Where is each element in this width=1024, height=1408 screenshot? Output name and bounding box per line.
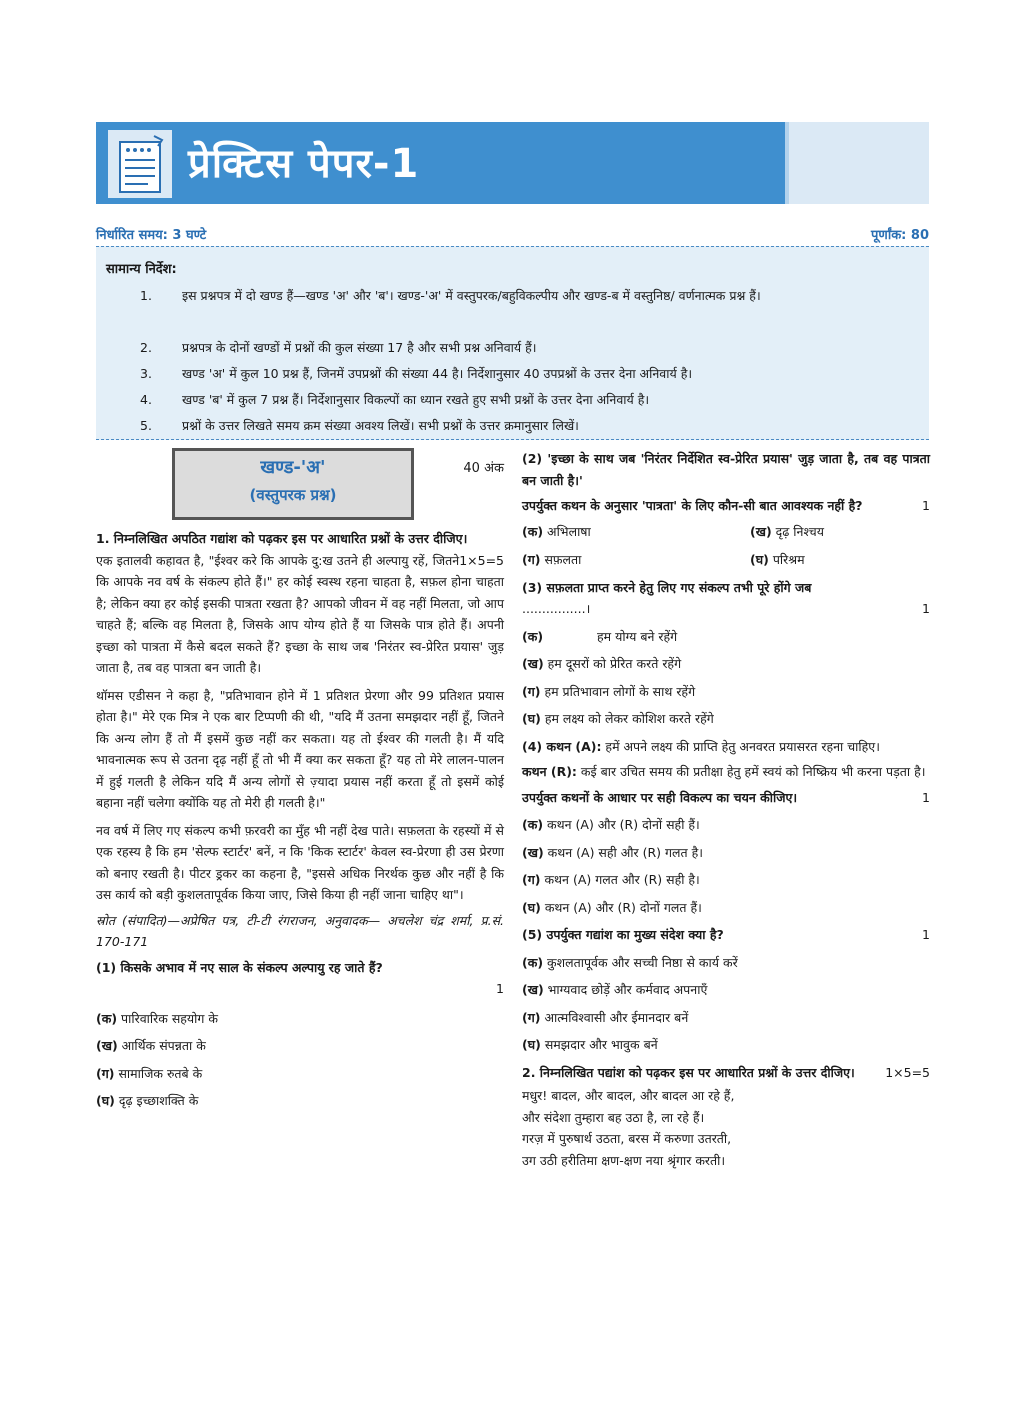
option-text: सफ़लता	[544, 551, 582, 567]
q1-sub5-question-text: (5) उपर्युक्त गद्यांश का मुख्य संदेश क्या है?	[522, 927, 724, 942]
option-text: दृढ़ निश्चय	[775, 523, 824, 539]
option	[522, 549, 581, 571]
poem-line: गरज़ में पुरुषार्थ उठता, बरस में करुणा उतरती,	[522, 1131, 732, 1146]
instructions-box	[96, 246, 929, 440]
left-column	[96, 448, 504, 1118]
notepad-icon	[108, 130, 172, 198]
banner-light-block	[789, 122, 929, 204]
q1-sub2-statement: (2) 'इच्छा के साथ जब 'निरंतर निर्देशित स्व-प्रेरित प्रयास' जुड़ जाता है, तब वह पात्रता बन जाती है।'	[522, 451, 930, 488]
option-key: (घ)	[750, 551, 769, 567]
option-key: (क)	[96, 1010, 118, 1026]
option	[522, 681, 930, 703]
q1-marks: 1×5=5	[459, 552, 504, 568]
option	[522, 952, 930, 974]
q1-sub2-marks: 1	[922, 498, 930, 513]
option-text: आत्मविश्वासी और ईमानदार बनें	[544, 1009, 689, 1025]
option-key: (ग)	[522, 551, 541, 567]
q1-sub4-marks: 1	[922, 789, 930, 805]
option	[522, 897, 930, 919]
option-key: (क)	[522, 817, 544, 832]
option-key: (ख)	[96, 1038, 118, 1053]
poem-line: मधुर! बादल, और बादल, और बादल आ रहे हैं,	[522, 1088, 735, 1103]
section-a-subtitle: (वस्तुपरक प्रश्न)	[249, 485, 337, 504]
option-text: हम लक्ष्य को लेकर कोशिश करते रहेंगे	[544, 711, 714, 726]
right-column	[522, 448, 930, 1171]
q1-source: स्रोत (संपादित)—अप्रेषित पत्र, टी-टी रंगराजन, अनुवादक— अचलेश चंद्र शर्मा, प्र.सं. 170-171	[96, 912, 504, 949]
instructions-heading: सामान्य निर्देश:	[106, 262, 177, 277]
instruction-number: 1.	[140, 288, 152, 303]
q1-paragraph-2: थॉमस एडीसन ने कहा है, "प्रतिभावान होने में 1 प्रतिशत प्रेरणा और 99 प्रतिशत प्रयास होता है।" मेरे एक मित्र ने एक बार टिप्पणी की थी, "यदि मैं उतना समझदार नहीं हूँ, जितने कि अन्य लोग हैं तो मैं इसमें कुछ नहीं कर सकता। यह तो ईश्वर की गलती है। मैं यदि भावनात्मक रूप से उतना दृढ़ नहीं हूँ तो भी मैं क्या कर सकता हूँ? यह तो मेरे लालन-पालन में हुई गलती है लेकिन यदि मैं अन्य लोगों से ज़्यादा प्रयास नहीं करता हूँ तो इसमें कोई बहाना नहीं चलेगा क्योंकि यह तो मेरी ही गलती है।"	[96, 687, 504, 810]
option-key: (ख)	[522, 656, 544, 671]
time-allowed: निर्धारित समय: 3 घण्टे	[96, 228, 207, 243]
option-key: (घ)	[96, 1093, 115, 1108]
option-key: (घ)	[522, 1037, 541, 1052]
q1-prompt-text: 1. निम्नलिखित अपठित गद्यांश को पढ़कर इस पर आधारित प्रश्नों के उत्तर दीजिए।	[96, 531, 468, 546]
q1-sub5-marks: 1	[922, 927, 930, 942]
option	[522, 842, 930, 864]
page-banner	[96, 122, 929, 204]
option-key: (क)	[522, 628, 544, 644]
assertion-text: हमें अपने लक्ष्य की प्राप्ति हेतु अनवरत प्रयासरत रहना चाहिए।	[601, 738, 880, 754]
option	[96, 1063, 504, 1085]
option-key: (ग)	[96, 1065, 115, 1081]
option-key: (घ)	[522, 711, 541, 726]
option-key: (ख)	[522, 982, 544, 997]
assertion-label: (4) कथन (A):	[522, 738, 602, 754]
option	[522, 869, 930, 891]
section-a-marks: 40 अंक	[463, 461, 504, 476]
section-a-box	[172, 448, 414, 520]
q1-sub2-question-text: उपर्युक्त कथन के अनुसार 'पात्रता' के लिए कौन-सी बात आवश्यक नहीं है?	[522, 498, 863, 513]
q1-sub5-question	[522, 924, 930, 946]
q2-prompt-text: 2. निम्नलिखित पद्यांश को पढ़कर इस पर आधारित प्रश्नों के उत्तर दीजिए।	[522, 1064, 855, 1080]
option-text: आर्थिक संपन्नता के	[121, 1038, 206, 1053]
option-text: कथन (A) गलत और (R) सही है।	[544, 872, 700, 887]
q1-prompt	[96, 528, 504, 568]
q2-poem	[522, 1085, 930, 1171]
option	[522, 1034, 930, 1056]
q1-sub3-blank-line	[522, 598, 930, 620]
option-key: (घ)	[522, 899, 541, 915]
instruction-text: खण्ड 'अ' में कुल 10 प्रश्न हैं, जिनमें उपप्रश्नों की संख्या 44 है। निर्देशानुसार 40 उपप्रश्नों के उत्तर देना अनिवार्य है।	[182, 366, 693, 381]
q1-sub3-blank: ................।	[522, 601, 591, 616]
q1-sub3-question: (3) सफ़लता प्राप्त करने हेतु लिए गए संकल्प तभी पूरे होंगे जब	[522, 579, 812, 595]
q1-sub4-question-text: उपर्युक्त कथनों के आधार पर सही विकल्प का चयन कीजिए।	[522, 789, 798, 805]
q1-sub3-marks: 1	[922, 601, 930, 616]
option-text: कथन (A) सही और (R) गलत है।	[547, 844, 703, 860]
option	[522, 708, 930, 730]
option	[96, 1090, 504, 1112]
option	[750, 521, 824, 543]
option-text: समझदार और भावुक बनें	[544, 1037, 658, 1052]
option-text: परिश्रम	[772, 551, 805, 567]
section-a-title: खण्ड-'अ'	[260, 457, 326, 478]
option-key: (ख)	[522, 844, 544, 860]
option	[750, 549, 805, 571]
instruction-number: 3.	[140, 366, 152, 381]
option-key: (ग)	[522, 683, 541, 699]
q1-paragraph-1: एक इतालवी कहावत है, "ईश्वर करे कि आपके दु:ख उतने ही अल्पायु रहें, जितने कि आपके नव वर्ष के संकल्प होते हैं।" हर कोई स्वस्थ रहना चाहता है, सफ़ल होना चाहता है; लेकिन क्या हर कोई इसकी पात्रता रखता है? आपको जीवन में वह नहीं मिलता, जो आप चाहते हैं; बल्कि वह मिलता है, जिसके आप योग्य होते हैं या जिसके पात्र होते हैं। अपनी इच्छा को पात्रता में कैसे बदल सकते हैं? इच्छा के साथ जब 'निरंतर स्व-प्रेरित प्रयास' जुड़ जाता है, तब वह पात्रता बन जाती है।	[96, 552, 504, 675]
option-key: (ग)	[522, 1009, 541, 1025]
option-text: हम योग्य बने रहेंगे	[597, 628, 678, 644]
q1-sub1-marks: 1	[496, 981, 504, 996]
option-text: पारिवारिक सहयोग के	[121, 1010, 219, 1026]
option-text: हम प्रतिभावान लोगों के साथ रहेंगे	[544, 683, 696, 699]
option-key: (क)	[522, 523, 544, 539]
instruction-number: 2.	[140, 340, 152, 355]
option-key: (ग)	[522, 872, 541, 887]
option	[522, 1007, 930, 1029]
q1-sub4-assertion	[522, 736, 930, 758]
option-text: सामाजिक रुतबे के	[118, 1065, 203, 1081]
max-marks: पूर्णांक: 80	[871, 228, 929, 243]
q1-sub4-reason	[522, 761, 930, 783]
option-text: कथन (A) और (R) दोनों गलत हैं।	[544, 899, 702, 915]
option-text: दृढ़ इच्छाशक्ति के	[118, 1093, 199, 1108]
instruction-text: प्रश्नपत्र के दोनों खण्डों में प्रश्नों की कुल संख्या 17 है और सभी प्रश्न अनिवार्य हैं।	[182, 340, 537, 355]
option-text: कथन (A) और (R) दोनों सही हैं।	[547, 817, 700, 832]
option	[96, 1008, 504, 1030]
q2-prompt	[522, 1062, 930, 1084]
q1-sub2-options	[522, 521, 930, 577]
option-text: भाग्यवाद छोड़ें और कर्मवाद अपनाएँ	[547, 982, 708, 997]
instruction-number: 5.	[140, 418, 152, 433]
q1-sub2-question	[522, 495, 930, 517]
q1-paragraph-3: नव वर्ष में लिए गए संकल्प कभी फ़रवरी का मुँह भी नहीं देख पाते। सफ़लता के रहस्यों में से एक रहस्य है कि हम 'सेल्फ स्टार्टर' बनें, न कि 'किक स्टार्टर' केवल स्व-प्रेरणा ही उस प्रेरणा को बनाए रखती है। पीटर ड्रकर का कहना है, "इससे अधिक निरर्थक कुछ और नहीं है कि उस कार्य को बड़ी कुशलतापूर्वक किया जाए, जिसे किया ही नहीं जाना चाहिए था"।	[96, 822, 504, 902]
q1-sub1-question: (1) किसके अभाव में नए साल के संकल्प अल्पायु रह जाते हैं?	[96, 959, 383, 975]
option-key: (ख)	[750, 523, 772, 539]
reason-label: कथन (R):	[522, 764, 577, 779]
option-key: (क)	[522, 954, 544, 970]
instruction-text: इस प्रश्नपत्र में दो खण्ड हैं—खण्ड 'अ' और 'ब'। खण्ड-'अ' में वस्तुपरक/बहुविकल्पीय और खण्ड-ब में वस्तुनिष्ठ/ वर्णनात्मक प्रश्न हैं।	[182, 288, 761, 303]
q2-marks: 1×5=5	[885, 1064, 930, 1080]
option	[522, 979, 930, 1001]
page-title: प्रेक्टिस पेपर-1	[188, 141, 420, 187]
option-text: हम दूसरों को प्रेरित करते रहेंगे	[547, 656, 682, 671]
instruction-text: खण्ड 'ब' में कुल 7 प्रश्न हैं। निर्देशानुसार विकल्पों का ध्यान रखते हुए सभी प्रश्नों के उत्तर देना अनिवार्य है।	[182, 392, 650, 407]
option	[522, 653, 930, 675]
q1-sub4-question	[522, 787, 930, 809]
option	[522, 814, 930, 836]
poem-line: और संदेशा तुम्हारा बह उठा है, ला रहे हैं।	[522, 1109, 705, 1125]
instruction-text: प्रश्नों के उत्तर लिखते समय क्रम संख्या अवश्य लिखें। सभी प्रश्नों के उत्तर क्रमानुसार लिखें।	[182, 418, 579, 433]
option-text: अभिलाषा	[547, 523, 591, 539]
option	[522, 626, 930, 648]
instruction-number: 4.	[140, 392, 152, 407]
option-text: कुशलतापूर्वक और सच्ची निष्ठा से कार्य करें	[547, 954, 738, 970]
poem-line: उग उठी हरीतिमा क्षण-क्षण नया श्रृंगार करती।	[522, 1152, 726, 1168]
reason-text: कई बार उचित समय की प्रतीक्षा हेतु हमें स्वयं को निष्क्रिय भी करना पड़ता है।	[576, 764, 926, 779]
option	[522, 521, 591, 543]
option	[96, 1035, 504, 1057]
